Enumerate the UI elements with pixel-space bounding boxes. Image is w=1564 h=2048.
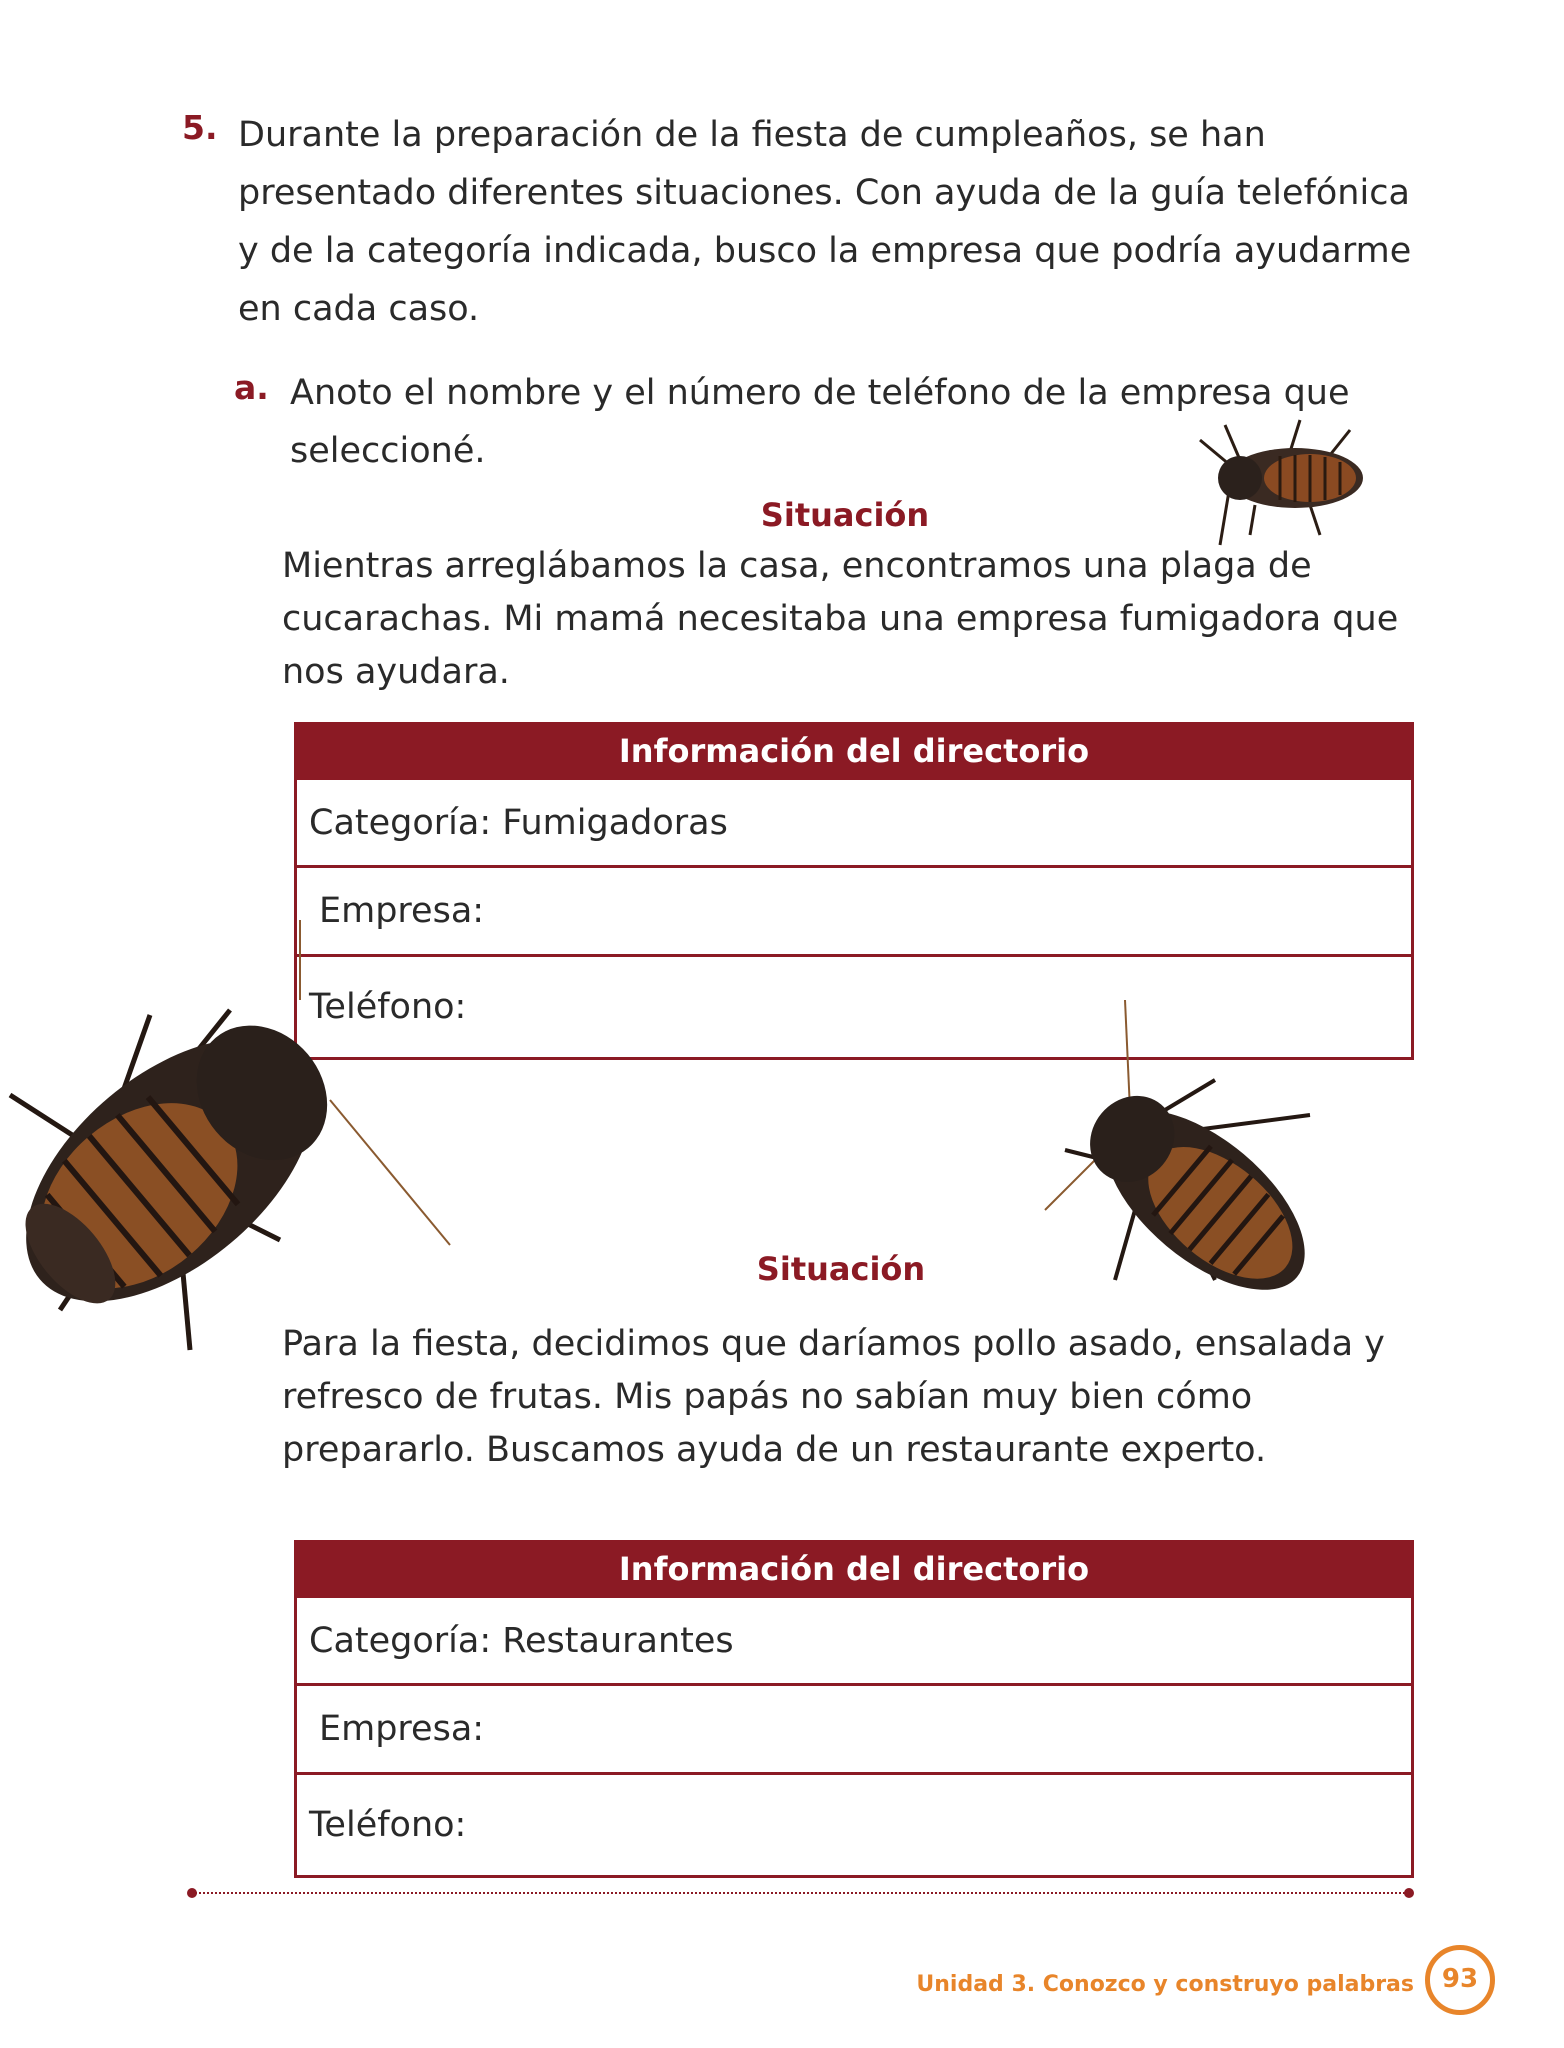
category-row (297, 1595, 1411, 1683)
subquestion-letter: a. (234, 368, 269, 407)
cockroach-image-large (0, 910, 470, 1370)
cockroach-image-small (1180, 410, 1380, 550)
question-text: Durante la preparación de la fiesta de cumpleaños, se han presentado diferentes situaciones. Con ayuda de la guía telefónica y de la categoría indicada, busco la empresa que podría ayudarme en cada caso. (238, 115, 1412, 329)
company-row[interactable] (297, 1683, 1411, 1772)
page-number: 93 (1425, 1945, 1495, 2015)
company-label: Empresa: (319, 1709, 485, 1749)
question-number: 5. (182, 108, 218, 147)
situation-title: Situación (760, 496, 930, 534)
situation-title: Situación (756, 1250, 926, 1288)
cockroach-image-right (1025, 1000, 1325, 1300)
category-row (297, 777, 1411, 865)
situation-text: Para la fiesta, decidimos que daríamos pollo asado, ensalada y refresco de frutas. Mis papás no sabían muy bien cómo prepararlo. Buscamos ayuda de un restaurante experto. (282, 1324, 1385, 1470)
directory-table-header: Información del directorio (297, 1543, 1411, 1595)
situation-text: Mientras arreglábamos la casa, encontramos una plaga de cucarachas. Mi mamá necesitaba una empresa fumigadora que nos ayudara. (282, 546, 1399, 692)
company-label: Empresa: (319, 891, 485, 931)
phone-label: Teléfono: (309, 987, 467, 1027)
divider-dot-right (1404, 1888, 1414, 1898)
footer-divider (192, 1892, 1412, 1894)
phone-row[interactable] (297, 1772, 1411, 1875)
category-label: Categoría: Fumigadoras (309, 802, 728, 843)
directory-table-header: Información del directorio (297, 725, 1411, 777)
unit-title: Unidad 3. Conozco y construyo palabras (916, 1972, 1414, 1997)
subquestion-text: Anoto el nombre y el número de teléfono de la empresa que seleccioné. (290, 373, 1350, 471)
category-label: Categoría: Restaurantes (309, 1620, 734, 1661)
directory-table (294, 1540, 1414, 1878)
phone-label: Teléfono: (309, 1805, 467, 1845)
